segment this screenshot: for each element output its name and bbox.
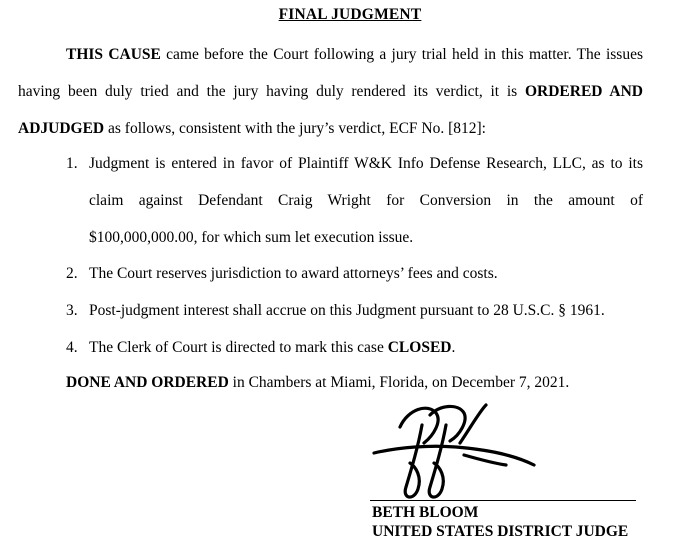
item-4-text: The Clerk of Court is directed to mark this case [89, 339, 388, 356]
item-1-line-2: claim against Defendant Craig Wright for Conversion in the amount of [89, 192, 643, 209]
page-title: FINAL JUDGMENT [278, 6, 422, 23]
signature-line [370, 500, 636, 501]
intro-line-3 [18, 120, 486, 138]
item-1-number: 1. [66, 155, 78, 172]
item-2-number: 2. [66, 265, 78, 282]
intro-text-3: as follows, consistent with the jury’s verdict, ECF No. [812]: [104, 120, 486, 137]
item-4-period: . [451, 339, 456, 356]
done-and-ordered-label: DONE AND ORDERED [66, 374, 229, 391]
item-1-line-1: Judgment is entered in favor of Plaintiff W&K Info Defense Research, LLC, as to its [89, 155, 643, 172]
adjudged-label: ADJUDGED [18, 120, 105, 137]
handwritten-signature [360, 395, 540, 505]
intro-line-2 [18, 83, 643, 101]
closing-line [66, 374, 569, 392]
judge-name: BETH BLOOM [372, 504, 479, 521]
intro-line-1 [66, 46, 643, 64]
item-4-number: 4. [66, 339, 78, 356]
item-4-line [89, 339, 455, 357]
intro-text-2: having been duly tried and the jury having duly rendered its verdict, it is [18, 83, 525, 100]
item-2-text: The Court reserves jurisdiction to award attorneys’ fees and costs. [89, 265, 498, 282]
closed-label: CLOSED [387, 339, 452, 356]
intro-text-1: came before the Court following a jury trial held in this matter. The issues [160, 46, 643, 63]
judge-title: UNITED STATES DISTRICT JUDGE [372, 523, 629, 540]
closing-text: in Chambers at Miami, Florida, on December 7, 2021. [228, 374, 570, 391]
item-3-text: Post-judgment interest shall accrue on this Judgment pursuant to 28 U.S.C. § 1961. [89, 302, 605, 319]
this-cause-label: THIS CAUSE [66, 46, 161, 63]
ordered-and-label: ORDERED AND [524, 83, 643, 100]
item-1-line-3: $100,000,000.00, for which sum let execution issue. [89, 229, 414, 246]
item-3-number: 3. [66, 302, 78, 319]
